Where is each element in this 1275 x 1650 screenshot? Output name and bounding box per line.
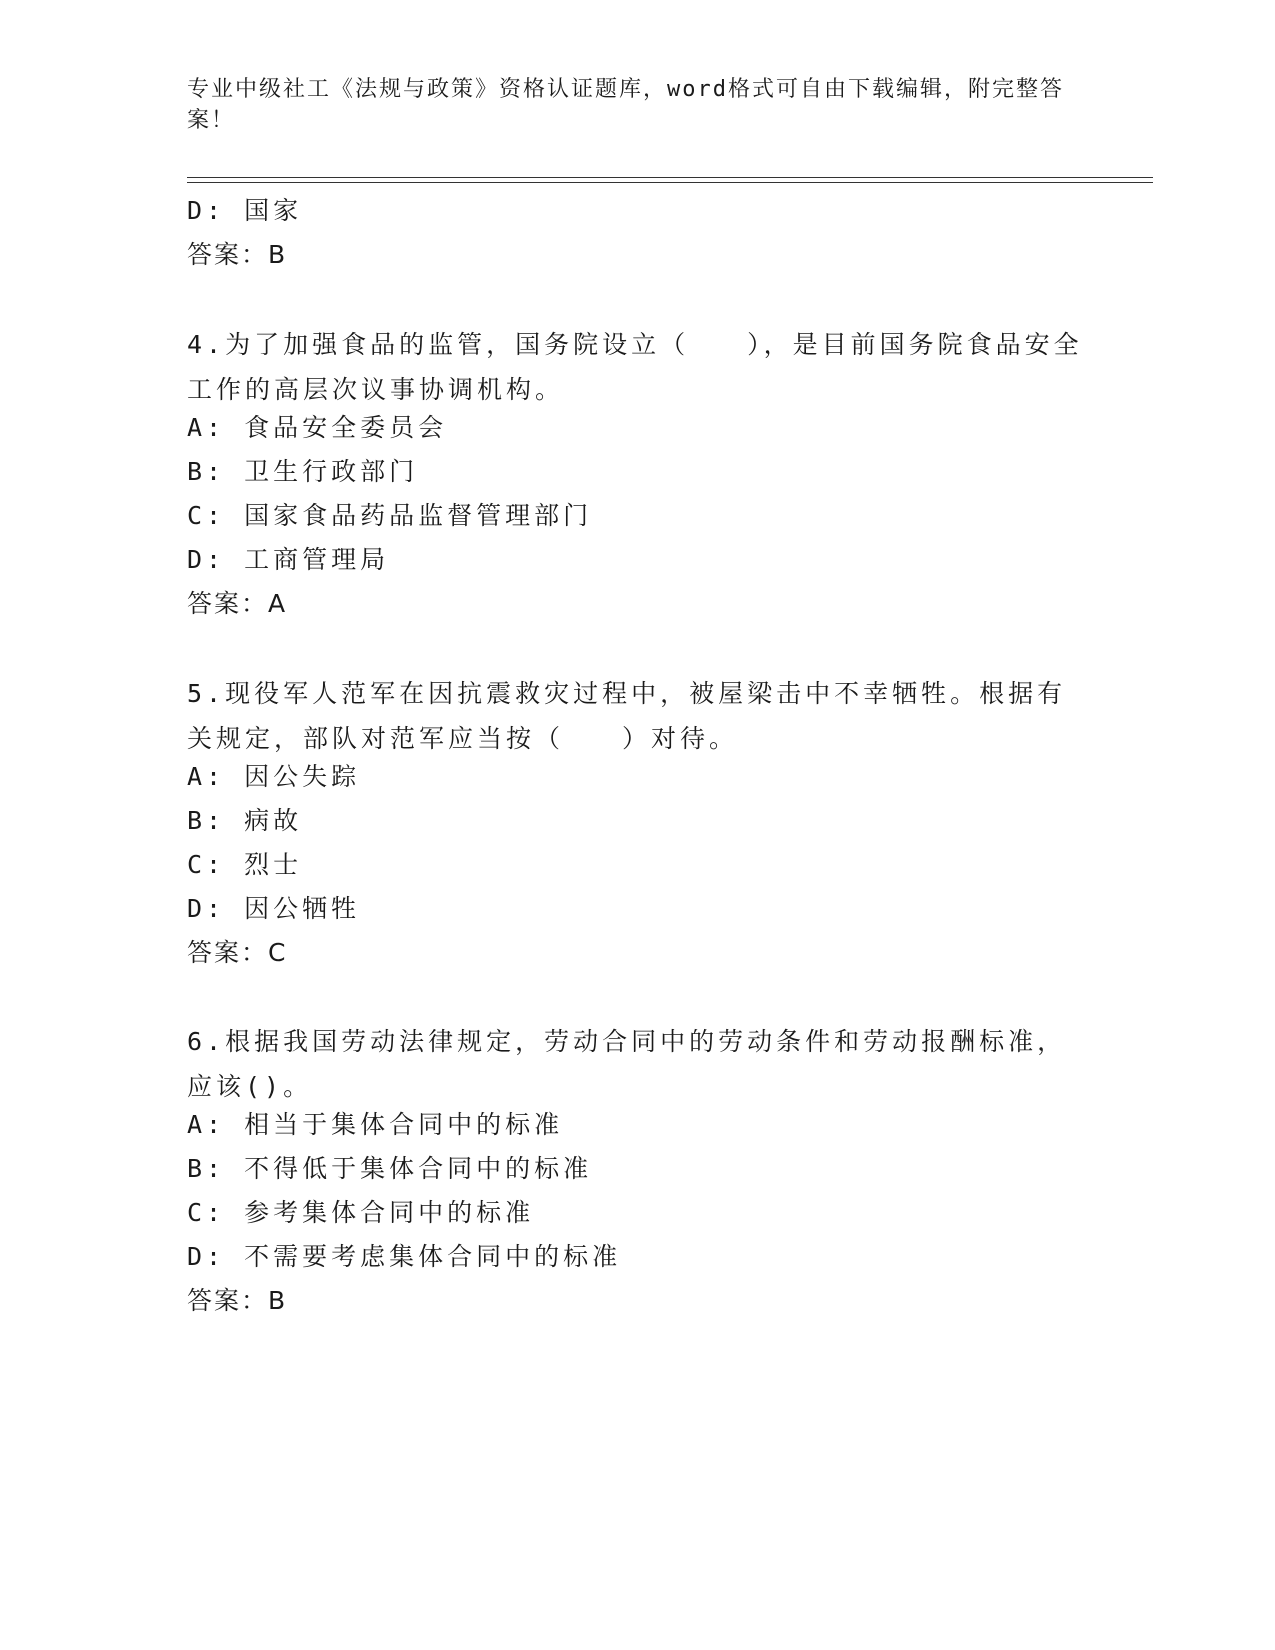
question-6-answer: 答案：B bbox=[187, 1286, 288, 1315]
document-header: 专业中级社工《法规与政策》资格认证题库，word格式可自由下载编辑，附完整答案！ bbox=[187, 77, 1064, 133]
question-5-option-d: D: 因公牺牲 bbox=[187, 894, 361, 923]
question-5-option-b: B: 病故 bbox=[187, 806, 303, 835]
question-6-option-c: C: 参考集体合同中的标准 bbox=[187, 1198, 535, 1227]
option-d: D: 国家 bbox=[187, 196, 303, 225]
question-6-option-d: D: 不需要考虑集体合同中的标准 bbox=[187, 1242, 622, 1271]
question-4-option-c: C: 国家食品药品监督管理部门 bbox=[187, 501, 593, 530]
question-4-option-a: A: 食品安全委员会 bbox=[187, 413, 448, 442]
question-4-text: 4.为了加强食品的监管，国务院设立（ ），是目前国务院食品安全工作的高层次议事协调机构。 bbox=[187, 330, 1083, 404]
header-rule-bottom bbox=[187, 182, 1153, 183]
answer-label: 答案：B bbox=[187, 240, 288, 269]
question-5-option-c: C: 烈士 bbox=[187, 850, 303, 879]
question-5-text: 5.现役军人范军在因抗震救灾过程中，被屋梁击中不幸牺牲。根据有关规定，部队对范军应当按（ ）对待。 bbox=[187, 679, 1067, 753]
question-4-option-d: D: 工商管理局 bbox=[187, 545, 390, 574]
question-6-option-b: B: 不得低于集体合同中的标准 bbox=[187, 1154, 593, 1183]
question-6-option-a: A: 相当于集体合同中的标准 bbox=[187, 1110, 564, 1139]
header-rule-top bbox=[187, 177, 1153, 178]
question-4-option-b: B: 卫生行政部门 bbox=[187, 457, 419, 486]
question-4-answer: 答案：A bbox=[187, 589, 288, 618]
question-5-answer: 答案：C bbox=[187, 938, 288, 967]
question-5-option-a: A: 因公失踪 bbox=[187, 762, 361, 791]
question-6-text: 6.根据我国劳动法律规定，劳动合同中的劳动条件和劳动报酬标准，应该()。 bbox=[187, 1027, 1067, 1101]
